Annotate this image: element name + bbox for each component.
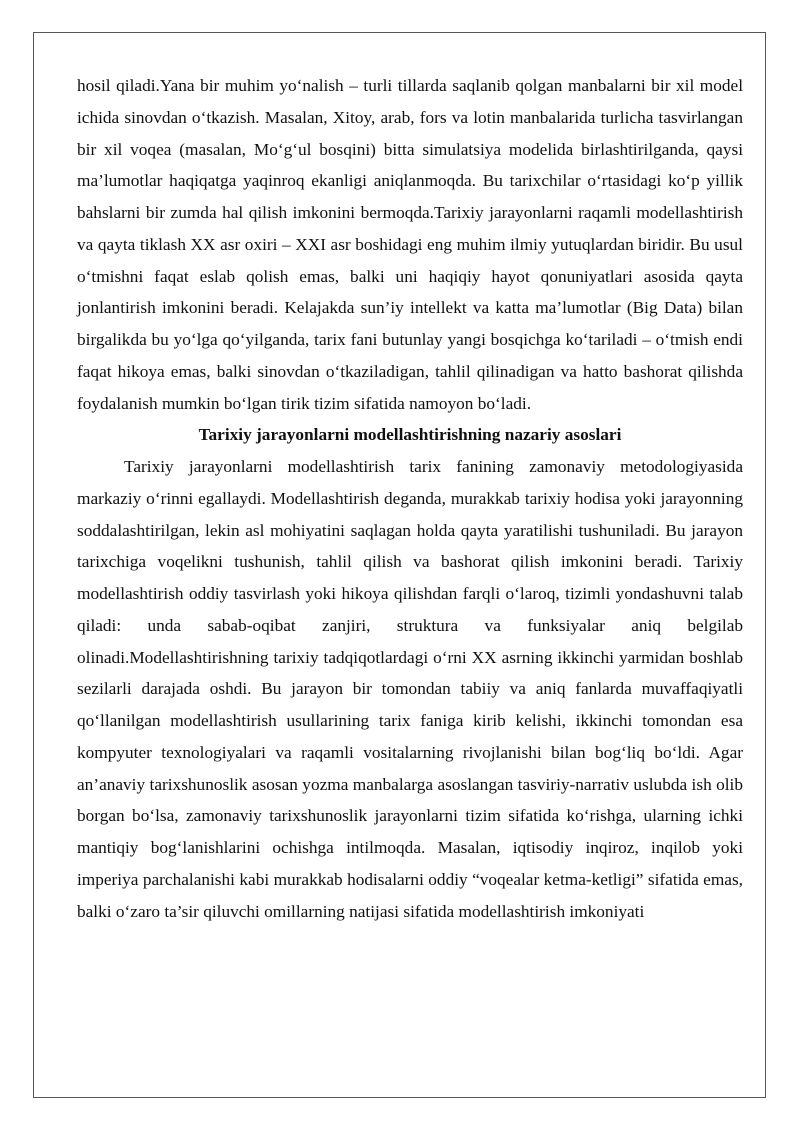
section-heading: Tarixiy jarayonlarni modellashtirishning nazariy asoslari: [198, 425, 622, 445]
paragraph-main: Tarixiy jarayonlarni modellashtirish tarix fanining zamonaviy metodologiyasida markaziy o‘rinni egallaydi. Modellashtirish deganda, murakkab tarixiy hodisa yoki jarayonning soddalashtirilgan, lekin asl mohiyatini saqlagan holda qayta yaratilishi tushuniladi. Bu jarayon tarixchiga voqelikni tushunish, tahlil qilish va bashorat qilish imkonini beradi. Tarixiy modellashtirish oddiy tasvirlash yoki hikoya qilishdan farqli o‘laroq, tizimli yondashuvni talab qiladi: unda sabab-oqibat zanjiri, struktura va funksiyalar aniq belgilab olinadi.Modellashtirishning tarixiy tadqiqotlardagi o‘rni XX asrning ikkinchi yarmidan boshlab sezilarli darajada oshdi. Bu jarayon bir tomondan tabiiy va aniq fanlarda muvaffaqiyatli qo‘llanilgan modellashtirish usullarining tarix faniga kirib kelishi, ikkinchi tomondan esa kompyuter texnologiyalari va raqamli vositalarning rivojlanishi bilan bog‘liq bo‘ldi. Agar an’anaviy tarixshunoslik asosan yozma manbalarga asoslangan tasviriy-narrativ uslubda ish olib borgan bo‘lsa, zamonaviy tarixshunoslik jarayonlarni tizim sifatida ko‘rishga, ularning ichki mantiqiy bog‘lanishlarini ochishga intilmoqda. Masalan, iqtisodiy inqiroz, inqilob yoki imperiya parchalanishi kabi murakkab hodisalarni oddiy “voqealar ketma-ketligi” sifatida emas, balki o‘zaro ta’sir qiluvchi omillarning natijasi sifatida modellashtirish imkoniyati: [77, 457, 743, 921]
paragraph-continued: hosil qiladi.Yana bir muhim yo‘nalish – turli tillarda saqlanib qolgan manbalarni bir xil model ichida sinovdan o‘tkazish. Masalan, Xitoy, arab, fors va lotin manbalarida turlicha tasvirlangan bir xil voqea (masalan, Mo‘g‘ul bosqini) bitta simulatsiya modelida birlashtirilganda, qaysi ma’lumotlar haqiqatga yaqinroq ekanligi aniqlanmoqda. Bu tarixchilar o‘rtasidagi ko‘p yillik bahslarni bir zumda hal qilish imkonini bermoqda.Tarixiy jarayonlarni raqamli modellashtirish va qayta tiklash XX asr oxiri – XXI asr boshidagi eng muhim ilmiy yutuqlardan biridir. Bu usul o‘tmishni faqat eslab qolish emas, balki uni haqiqiy hayot qonuniyatlari asosida qayta jonlantirish imkonini beradi. Kelajakda sun’iy intellekt va katta ma’lumotlar (Big Data) bilan birgalikda bu yo‘lga qo‘yilganda, tarix fani butunlay yangi bosqichga ko‘tariladi – o‘tmish endi faqat hikoya emas, balki sinovdan o‘tkaziladigan, tahlil qilinadigan va hatto bashorat qilishda foydalanish mumkin bo‘lgan tirik tizim sifatida namoyon bo‘ladi.: [77, 76, 743, 413]
document-body: [77, 70, 743, 927]
